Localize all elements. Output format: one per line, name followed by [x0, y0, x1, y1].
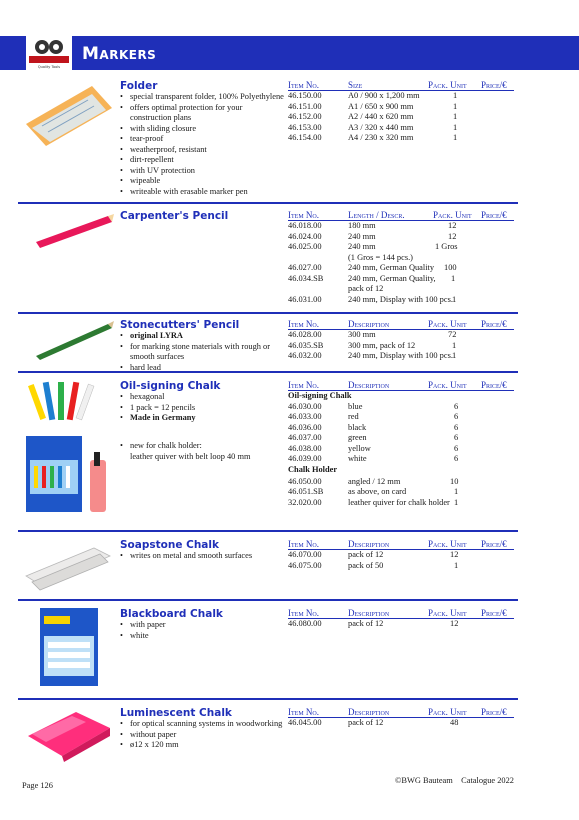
bullet: • white [120, 631, 166, 642]
table-row: 46.050.00 angled / 12 mm 10 [288, 476, 459, 486]
table-row: 46.152.00 A2 / 440 x 620 mm 1 [288, 112, 458, 121]
bullet: • writes on metal and smooth surfaces [120, 551, 252, 562]
table-row: 46.154.00 A4 / 230 x 320 mm 1 [288, 133, 458, 142]
table-row: 46.038.00 yellow 6 [288, 443, 459, 453]
bullet: • offers optimal protection for your [120, 103, 284, 114]
table-row: 46.045.00 pack of 12 48 [288, 718, 459, 727]
table-row: 46.031.00 240 mm, Display with 100 pcs. 1 [288, 294, 457, 304]
table-row: 46.034.SB 240 mm, German Quality, 1 [288, 273, 456, 283]
table-row: 46.036.00 black 6 [288, 422, 459, 432]
luminescent-title: Luminescent Chalk [120, 707, 232, 719]
table-row: 46.024.00 240 mm 12 [288, 231, 457, 241]
soapstone-bullets [120, 551, 252, 562]
luminescent-bullets [120, 719, 282, 751]
oil-table [288, 380, 514, 508]
bullet: • Made in Germany [120, 413, 196, 424]
carpenter-title: Carpenter's Pencil [120, 210, 229, 222]
header-item-no: Item No. [288, 80, 319, 90]
section-divider [18, 371, 518, 373]
luminescent-table [288, 707, 514, 729]
table-row: 46.033.00 red 6 [288, 412, 459, 421]
luminescent-chalk-image [24, 706, 114, 762]
bullet-continuation: smooth surfaces [130, 352, 185, 361]
page-title: Markers [82, 44, 157, 64]
table-header [288, 80, 514, 91]
footer-copyright [395, 776, 514, 785]
owl-logo-icon [26, 36, 72, 70]
bullet-continuation: construction plans [130, 113, 192, 122]
bullet: • original LYRA [120, 331, 270, 342]
table-row: 46.153.00 A3 / 320 x 440 mm 1 [288, 122, 458, 132]
bullet: • weatherproof, resistant [120, 145, 284, 156]
soapstone-chalk-image [22, 542, 114, 592]
stonecutter-title: Stonecutters' Pencil [120, 319, 240, 331]
oil-bullets [120, 392, 196, 424]
section-divider [18, 312, 518, 314]
bullet: • without paper [120, 730, 282, 741]
table-row: 46.150.00 A0 / 900 x 1,200 mm 1 [288, 91, 458, 100]
bullet: • ø12 x 120 mm [120, 740, 282, 751]
bullet: • special transparent folder, 100% Polyethylene [120, 92, 284, 103]
oil-chalk-image [24, 380, 114, 520]
carpenter-pencil-image [34, 212, 114, 248]
table-subheader: Oil-signing Chalk [288, 391, 352, 400]
soapstone-table [288, 539, 514, 571]
table-row: 46.032.00 240 mm, Display with 100 pcs. 1 [288, 351, 457, 360]
bullet: • hexagonal [120, 392, 196, 403]
stonecutter-pencil-image [34, 318, 114, 360]
table-subheader: Chalk Holder [288, 464, 338, 474]
table-row: pack of 12 [348, 284, 384, 293]
table-row: 32.020.00 leather quiver for chalk holder 1 [288, 497, 459, 507]
folder-bullets [120, 92, 284, 197]
bullet: • 1 pack = 12 pencils [120, 403, 196, 414]
blackboard-table [288, 608, 514, 630]
stonecutter-bullets [120, 331, 270, 373]
table-row: 46.028.00 300 mm 72 [288, 330, 457, 339]
bullet: • with sliding closure [120, 124, 284, 135]
table-row: 46.025.00 240 mm 1 Gros [288, 242, 458, 251]
logo-tagline: Quality Tools [37, 65, 61, 69]
table-header: Item No. Description Pack. Unit Price/€ [288, 319, 514, 330]
header-price: Price/€ [481, 80, 507, 90]
bullet: • writeable with erasable marker pen [120, 187, 284, 198]
oil-title: Oil-signing Chalk [120, 380, 221, 392]
section-divider [18, 202, 518, 204]
bullet: • new for chalk holder: [120, 441, 250, 452]
header-size: Size [348, 80, 363, 90]
page-number: Page 126 [22, 781, 53, 790]
blackboard-title: Blackboard Chalk [120, 608, 223, 620]
bullet: • wipeable [120, 176, 284, 187]
blackboard-bullets [120, 620, 166, 641]
table-row: 46.035.SB 300 mm, pack of 12 1 [288, 340, 457, 350]
table-row: 46.051.SB as above, on card 1 [288, 487, 459, 496]
table-header: Item No. Description Pack. Unit Price/€ [288, 707, 514, 718]
section-divider [18, 530, 518, 532]
bullet: • dirt-repellent [120, 155, 284, 166]
blackboard-chalk-image [38, 606, 102, 688]
bullet: • for optical scanning systems in woodworking [120, 719, 282, 730]
table-row: 46.030.00 blue 6 [288, 401, 459, 411]
table-row: (1 Gros = 144 pcs.) [348, 252, 413, 262]
bullet: • for marking stone materials with rough or [120, 342, 270, 353]
table-header: Item No. Description Pack. Unit Price/€ [288, 608, 514, 619]
table-row: 46.018.00 180 mm 12 [288, 221, 457, 230]
header-pack-unit: Pack. Unit [428, 80, 467, 90]
table-row: 46.151.00 A1 / 650 x 900 mm 1 [288, 101, 458, 111]
table-header: Item No. Description Pack. Unit Price/€ [288, 380, 514, 391]
copyright: ©BWG Bauteam [395, 776, 453, 785]
folder-table [288, 80, 514, 144]
bullet: • with UV protection [120, 166, 284, 177]
folder-title: Folder [120, 80, 158, 92]
table-row: 46.027.00 240 mm, German Quality 100 [288, 263, 457, 272]
carpenter-table [288, 210, 514, 305]
section-divider [18, 599, 518, 601]
catalogue-label: Catalogue 2022 [461, 776, 514, 785]
table-row: 46.080.00 pack of 12 12 [288, 619, 459, 628]
table-header: Item No. Description Pack. Unit Price/€ [288, 539, 514, 550]
bullet: • tear-proof [120, 134, 284, 145]
stonecutter-table [288, 319, 514, 362]
table-row: 46.070.00 pack of 12 12 [288, 550, 459, 559]
bullet: • with paper [120, 620, 166, 631]
oil-bullets-holder [120, 441, 250, 462]
bullet-continuation: leather quiver with belt loop 40 mm [130, 451, 251, 461]
table-header: Item No. Length / Descr. Pack. Unit Price/€ [288, 210, 514, 221]
bullet: • hard lead [120, 363, 270, 374]
soapstone-title: Soapstone Chalk [120, 539, 219, 551]
folder-image [22, 80, 114, 150]
table-row: 46.075.00 pack of 50 1 [288, 560, 459, 570]
table-row: 46.039.00 white 6 [288, 454, 459, 463]
table-row: 46.037.00 green 6 [288, 433, 459, 442]
section-divider [18, 698, 518, 700]
